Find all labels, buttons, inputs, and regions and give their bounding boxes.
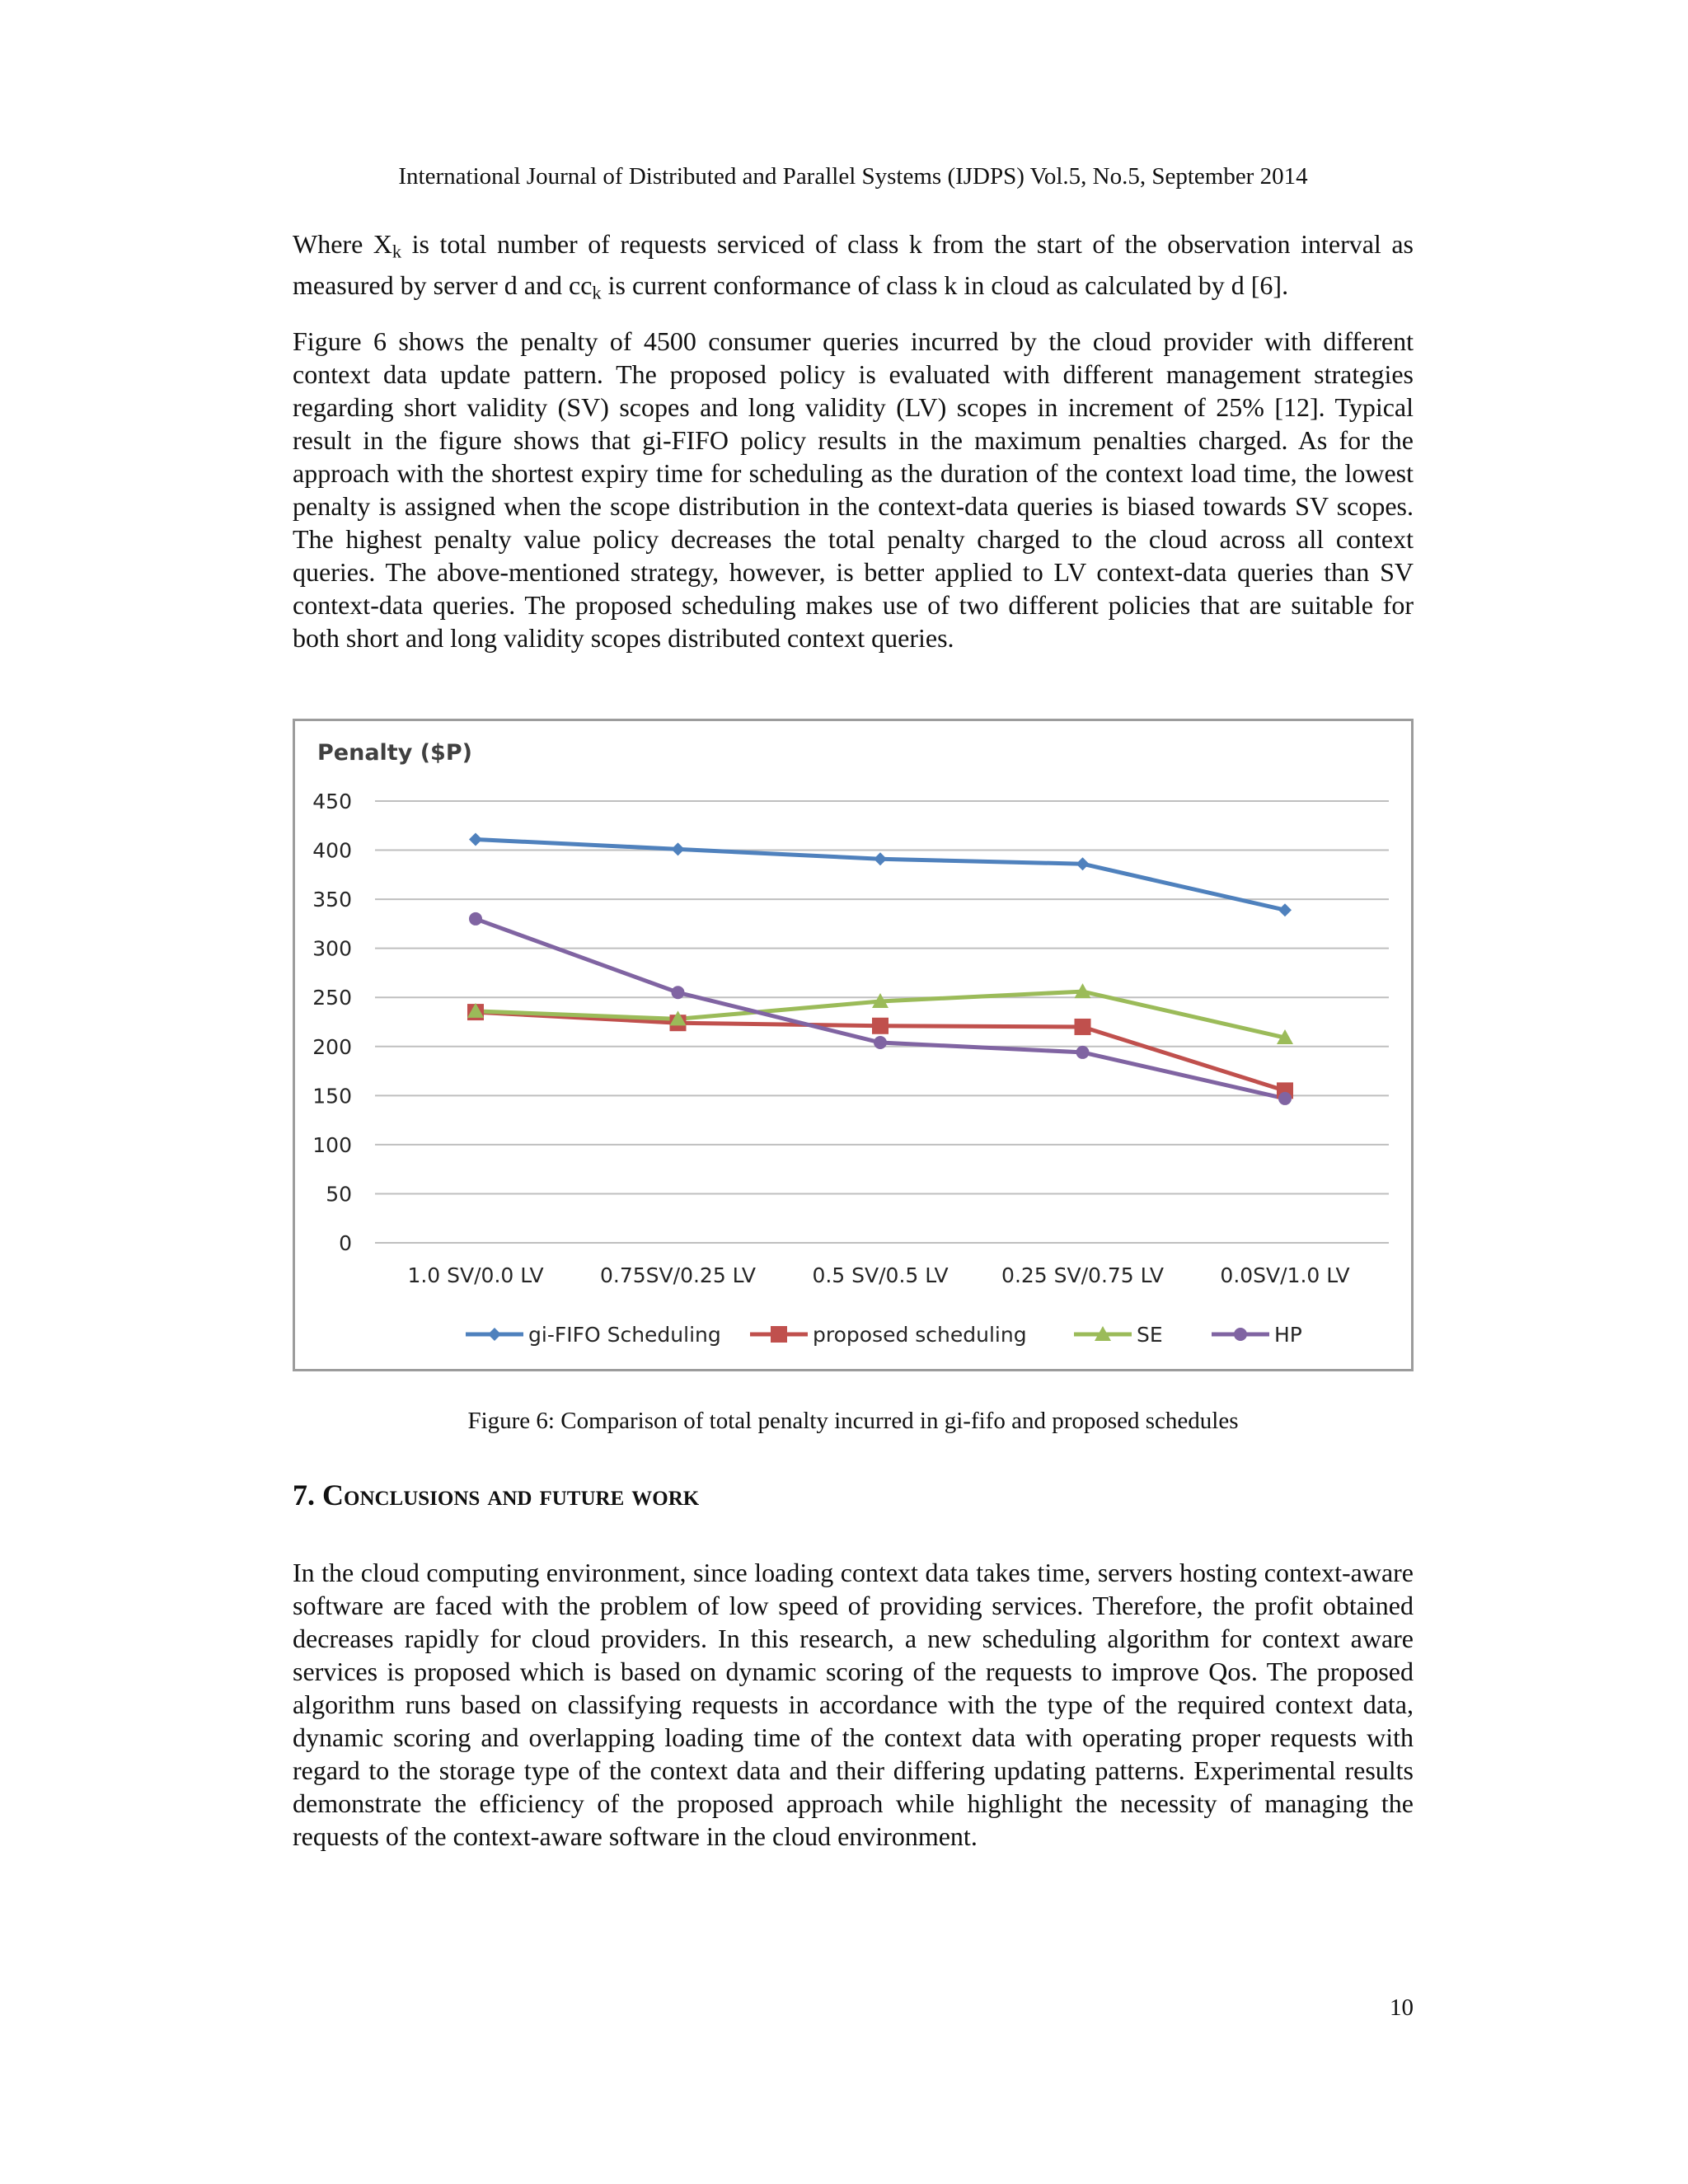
- x-tick-label: 0.25 SV/0.75 LV: [1001, 1263, 1164, 1287]
- x-tick-label: 1.0 SV/0.0 LV: [407, 1263, 544, 1287]
- section-number: 7.: [293, 1479, 315, 1511]
- data-point-diamond: [874, 852, 887, 865]
- data-point-diamond: [1278, 903, 1292, 916]
- data-point-circle: [1076, 1046, 1090, 1059]
- y-tick-label: 100: [312, 1132, 352, 1157]
- definition-text-3: is current conformance of class k in cloud as calculated by d [6].: [601, 269, 1289, 300]
- data-point-diamond: [488, 1328, 501, 1341]
- y-tick-label: 250: [312, 986, 352, 1010]
- data-point-diamond: [672, 842, 685, 855]
- y-tick-label: 200: [312, 1034, 352, 1059]
- y-tick-label: 450: [312, 790, 352, 813]
- data-point-square: [771, 1326, 787, 1343]
- data-point-square: [1075, 1019, 1091, 1035]
- definition-subscript-1: k: [392, 241, 402, 262]
- x-tick-label: 0.0SV/1.0 LV: [1220, 1263, 1350, 1287]
- paragraph-conclusions: In the cloud computing environment, since loading context data takes time, servers hosting context-aware software are faced with the problem of low speed of providing services. Therefore, the profit obtained decreases rapidly for cloud providers. In this research, a new scheduling algorithm for context aware services is proposed which is based on dynamic scoring of the requests to improve Qos. The proposed algorithm runs based on classifying requests in accordance with the type of the required context data, dynamic scoring and overlapping loading time of the context data with operating proper requests with regard to the storage type of the context data and their differing updating patterns. Experimental results demonstrate the efficiency of the proposed approach while highlight the necessity of managing the requests of the context-aware software in the cloud environment.: [293, 1558, 1414, 1851]
- definition-subscript-2: k: [592, 282, 602, 303]
- legend-label: HP: [1274, 1323, 1302, 1347]
- data-point-diamond: [469, 832, 482, 846]
- y-tick-label: 300: [312, 936, 352, 961]
- legend-label: proposed scheduling: [813, 1323, 1027, 1347]
- section-heading: [293, 1478, 699, 1512]
- data-point-square: [872, 1018, 889, 1034]
- journal-header: International Journal of Distributed and Parallel Systems (IJDPS) Vol.5, No.5, September 2014: [398, 163, 1308, 190]
- data-point-circle: [1278, 1092, 1292, 1105]
- section-title: Conclusions and future work: [322, 1479, 700, 1511]
- definition-text-2: is total number of requests serviced of class k from the start of the observation interval as measured by server d and cc: [293, 229, 1414, 300]
- y-tick-label: 350: [312, 888, 352, 912]
- y-tick-label: 0: [339, 1231, 352, 1255]
- data-point-diamond: [1076, 857, 1090, 870]
- y-tick-label: 400: [312, 838, 352, 863]
- y-axis-label: Penalty ($P): [317, 740, 472, 766]
- legend-label: gi-FIFO Scheduling: [528, 1323, 721, 1347]
- y-tick-label: 50: [326, 1182, 352, 1207]
- y-tick-label: 150: [312, 1084, 352, 1108]
- penalty-chart: [293, 719, 1414, 1371]
- data-point-circle: [874, 1036, 887, 1049]
- penalty-line-chart: [293, 719, 1414, 1371]
- paragraph-figure-discussion: Figure 6 shows the penalty of 4500 consumer queries incurred by the cloud provider with different context data update pattern. The proposed policy is evaluated with different management strategies regarding short validity (SV) scopes and long validity (LV) scopes in increment of 25% [12]. Typical result in the figure shows that gi-FIFO policy results in the maximum penalties charged. As for the approach with the shortest expiry time for scheduling as the duration of the context load time, the lowest penalty is assigned when the scope distribution in the context-data queries is biased towards SV scopes. The highest penalty value policy decreases the total penalty charged to the cloud across all context queries. The above-mentioned strategy, however, is better applied to LV context-data queries than SV context-data queries. The proposed scheduling makes use of two different policies that are suitable for both short and long validity scopes distributed context queries.: [293, 326, 1414, 653]
- x-tick-label: 0.5 SV/0.5 LV: [812, 1263, 949, 1287]
- x-tick-label: 0.75SV/0.25 LV: [600, 1263, 756, 1287]
- data-point-circle: [1234, 1328, 1247, 1341]
- data-point-circle: [469, 912, 482, 926]
- data-point-circle: [672, 986, 685, 999]
- figure-caption: Figure 6: Comparison of total penalty incurred in gi-fifo and proposed schedules: [467, 1408, 1239, 1434]
- legend-label: SE: [1137, 1323, 1163, 1347]
- definition-text-1: Where X: [293, 229, 392, 259]
- page-number: 10: [1390, 1994, 1414, 2021]
- paragraph-definition: [293, 227, 1414, 309]
